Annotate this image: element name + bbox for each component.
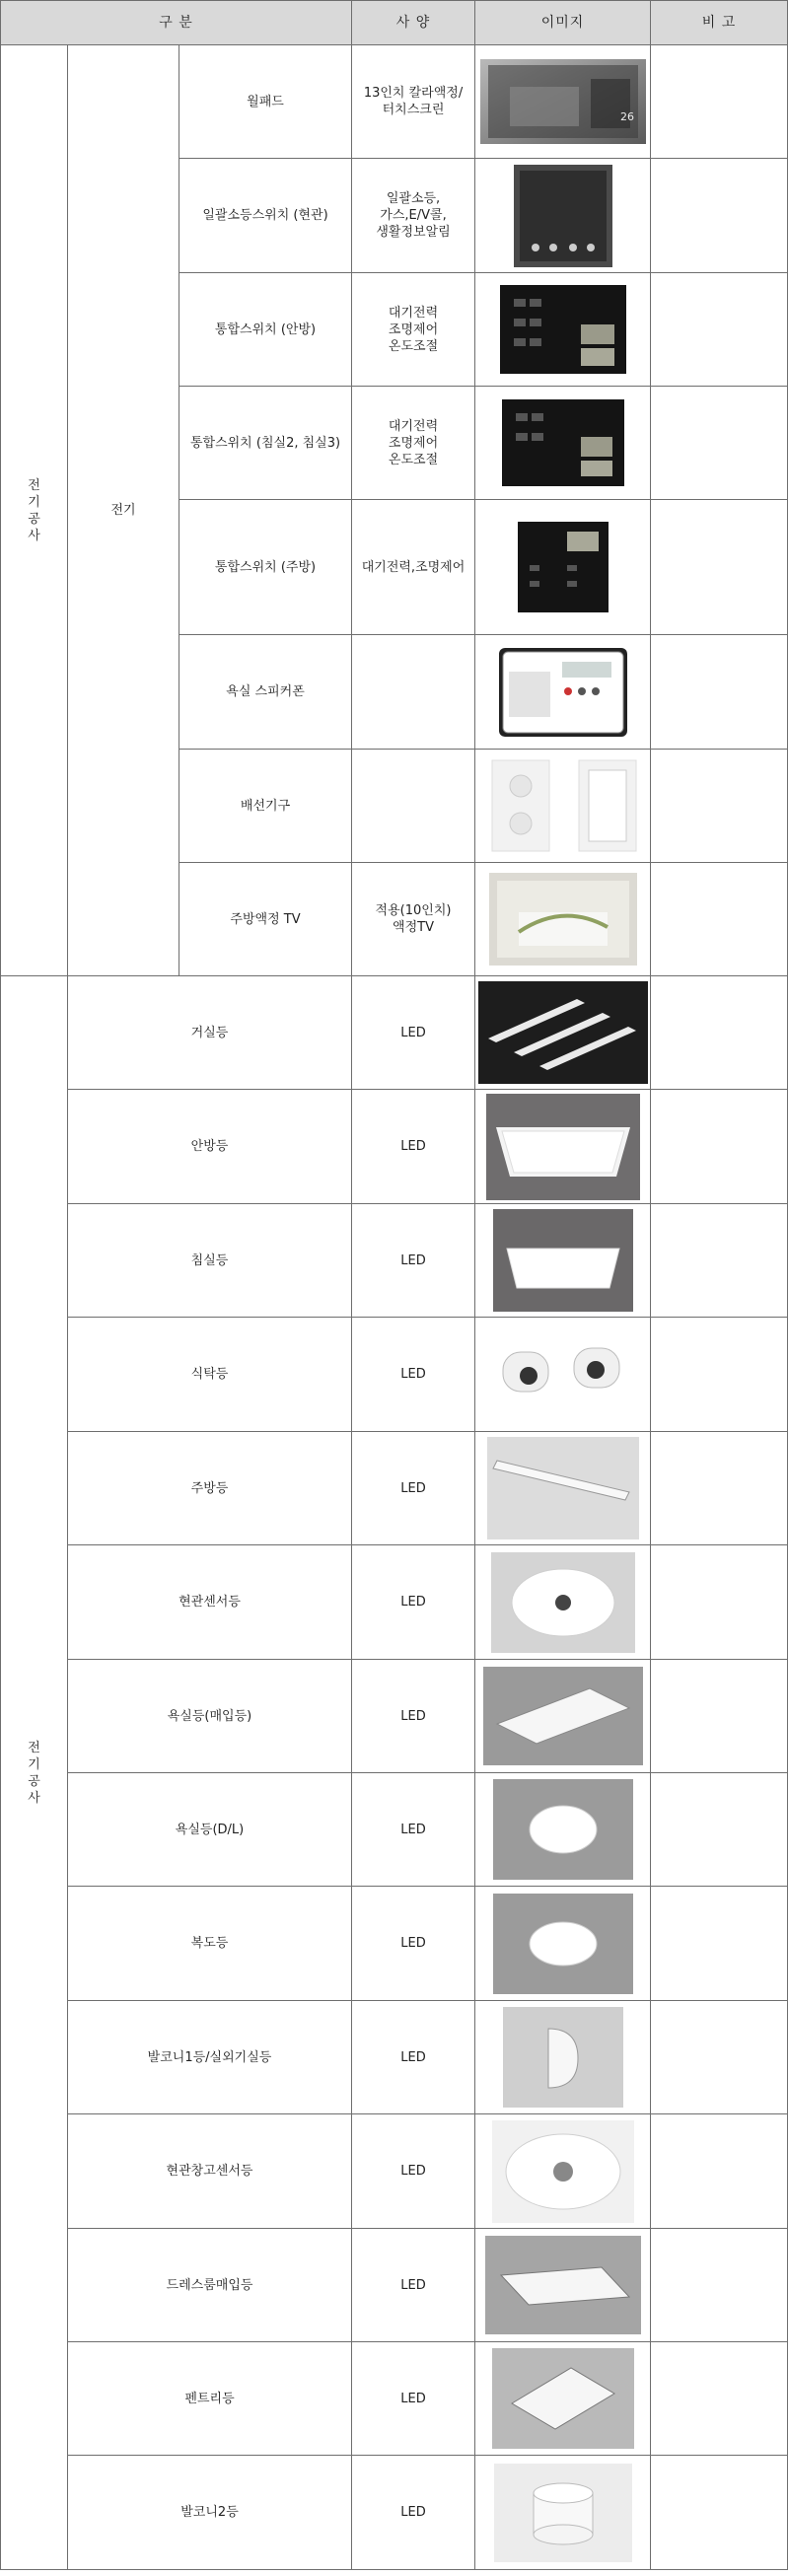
note-cell	[651, 1887, 788, 2001]
table-row	[1, 2229, 788, 2342]
item-name: 욕실등(매입등)	[68, 1660, 352, 1773]
kitchen-switch-image	[518, 522, 609, 612]
item-spec: LED	[352, 1432, 475, 1545]
master-bedroom-light-image	[486, 1094, 640, 1200]
note-cell	[651, 2001, 788, 2114]
item-image-cell	[475, 500, 651, 635]
living-room-light-image	[478, 981, 648, 1084]
item-image-cell	[475, 1773, 651, 1887]
hallway-light-image	[493, 1894, 633, 1994]
item-spec: LED	[352, 1318, 475, 1432]
item-image-cell	[475, 273, 651, 387]
table-row	[1, 2114, 788, 2229]
note-cell	[651, 1432, 788, 1545]
note-cell	[651, 45, 788, 159]
item-image-cell	[475, 2229, 651, 2342]
header-note: 비 고	[651, 1, 788, 45]
item-name: 배선기구	[179, 750, 352, 863]
item-spec: 대기전력 조명제어 온도조절	[352, 387, 475, 500]
dining-light-image	[489, 1324, 637, 1425]
item-image-cell	[475, 976, 651, 1090]
note-cell	[651, 273, 788, 387]
item-name: 현관창고센서등	[68, 2114, 352, 2229]
table-row	[1, 1773, 788, 1887]
item-image-cell	[475, 750, 651, 863]
item-spec: LED	[352, 976, 475, 1090]
item-spec: LED	[352, 1545, 475, 1660]
item-spec: LED	[352, 2229, 475, 2342]
item-name: 드레스룸매입등	[68, 2229, 352, 2342]
table-row	[1, 1204, 788, 1318]
note-cell	[651, 2114, 788, 2229]
item-name: 현관센서등	[68, 1545, 352, 1660]
item-image-cell	[475, 1090, 651, 1204]
bath-speakerphone-image	[499, 648, 627, 737]
bathroom-downlight-image	[493, 1779, 633, 1880]
item-name: 월패드	[179, 45, 352, 159]
note-cell	[651, 976, 788, 1090]
item-name: 펜트리등	[68, 2342, 352, 2456]
item-spec: 대기전력,조명제어	[352, 500, 475, 635]
item-name: 침실등	[68, 1204, 352, 1318]
note-cell	[651, 387, 788, 500]
item-spec: LED	[352, 2001, 475, 2114]
item-image-cell	[475, 45, 651, 159]
kitchen-light-image	[487, 1437, 639, 1539]
item-name: 통합스위치 (침실2, 침실3)	[179, 387, 352, 500]
item-name: 발코니2등	[68, 2456, 352, 2570]
bedroom-light-image	[493, 1209, 633, 1312]
wiring-devices-image	[484, 756, 642, 855]
item-name: 거실등	[68, 976, 352, 1090]
note-cell	[651, 863, 788, 976]
note-cell	[651, 2456, 788, 2570]
item-name: 욕실등(D/L)	[68, 1773, 352, 1887]
item-image-cell	[475, 1660, 651, 1773]
header-category: 구 분	[1, 1, 352, 45]
integrated-switch-image	[500, 285, 626, 374]
entrance-sensor-light-image	[491, 1552, 635, 1653]
note-cell	[651, 2229, 788, 2342]
storage-sensor-light-image	[492, 2120, 634, 2223]
item-spec: LED	[352, 2114, 475, 2229]
note-cell	[651, 1660, 788, 1773]
item-image-cell	[475, 2342, 651, 2456]
sub-group-label: 전기	[68, 45, 179, 976]
dressroom-recessed-light-image	[485, 2236, 641, 2334]
item-image-cell	[475, 2114, 651, 2229]
item-spec: 13인치 칼라액정/ 터치스크린	[352, 45, 475, 159]
note-cell	[651, 750, 788, 863]
note-cell	[651, 500, 788, 635]
kitchen-tv-image	[489, 873, 637, 966]
header-spec: 사 양	[352, 1, 475, 45]
item-image-cell	[475, 1204, 651, 1318]
table-row	[1, 1090, 788, 1204]
item-spec: LED	[352, 2342, 475, 2456]
item-spec: LED	[352, 1773, 475, 1887]
item-name: 통합스위치 (주방)	[179, 500, 352, 635]
item-image-cell	[475, 1318, 651, 1432]
item-image-cell	[475, 1545, 651, 1660]
table-row	[1, 976, 788, 1090]
bathroom-recessed-light-image	[483, 1667, 643, 1765]
table-row	[1, 2001, 788, 2114]
item-spec	[352, 750, 475, 863]
note-cell	[651, 1318, 788, 1432]
item-name: 주방등	[68, 1432, 352, 1545]
note-cell	[651, 159, 788, 273]
item-spec: LED	[352, 1204, 475, 1318]
table-row	[1, 1432, 788, 1545]
table-row	[1, 1660, 788, 1773]
balcony-light-image	[503, 2007, 623, 2108]
table-row	[1, 2342, 788, 2456]
table-row	[1, 1318, 788, 1432]
pantry-light-image	[492, 2348, 634, 2449]
item-name: 안방등	[68, 1090, 352, 1204]
table-row	[1, 2456, 788, 2570]
group-label: 전 기 공 사	[1, 976, 68, 2570]
item-spec: LED	[352, 1660, 475, 1773]
master-switch-image	[514, 165, 612, 267]
item-spec: 일괄소등, 가스,E/V콜, 생활정보알림	[352, 159, 475, 273]
item-spec: LED	[352, 2456, 475, 2570]
table-row	[1, 1887, 788, 2001]
item-name: 복도등	[68, 1887, 352, 2001]
table-row	[1, 45, 788, 159]
item-spec	[352, 635, 475, 750]
item-image-cell	[475, 1432, 651, 1545]
item-name: 욕실 스피커폰	[179, 635, 352, 750]
wallpad-clock: 26	[619, 110, 634, 123]
note-cell	[651, 1090, 788, 1204]
balcony2-light-image	[494, 2464, 632, 2562]
header-image: 이미지	[475, 1, 651, 45]
item-image-cell	[475, 159, 651, 273]
note-cell	[651, 635, 788, 750]
item-name: 식탁등	[68, 1318, 352, 1432]
item-image-cell	[475, 863, 651, 976]
item-name: 일괄소등스위치 (현관)	[179, 159, 352, 273]
wallpad-image	[480, 59, 646, 144]
item-name: 발코니1등/실외기실등	[68, 2001, 352, 2114]
item-spec: LED	[352, 1090, 475, 1204]
item-spec: 적용(10인치) 액정TV	[352, 863, 475, 976]
header-row	[1, 1, 788, 45]
group-label: 전 기 공 사	[1, 45, 68, 976]
item-name: 주방액정 TV	[179, 863, 352, 976]
note-cell	[651, 1773, 788, 1887]
item-image-cell	[475, 2456, 651, 2570]
item-image-cell	[475, 2001, 651, 2114]
item-image-cell	[475, 635, 651, 750]
note-cell	[651, 1545, 788, 1660]
table-row	[1, 1545, 788, 1660]
note-cell	[651, 1204, 788, 1318]
item-image-cell	[475, 387, 651, 500]
note-cell	[651, 2342, 788, 2456]
item-image-cell	[475, 1887, 651, 2001]
item-spec: 대기전력 조명제어 온도조절	[352, 273, 475, 387]
item-spec: LED	[352, 1887, 475, 2001]
integrated-switch-image	[502, 399, 624, 486]
item-name: 통합스위치 (안방)	[179, 273, 352, 387]
